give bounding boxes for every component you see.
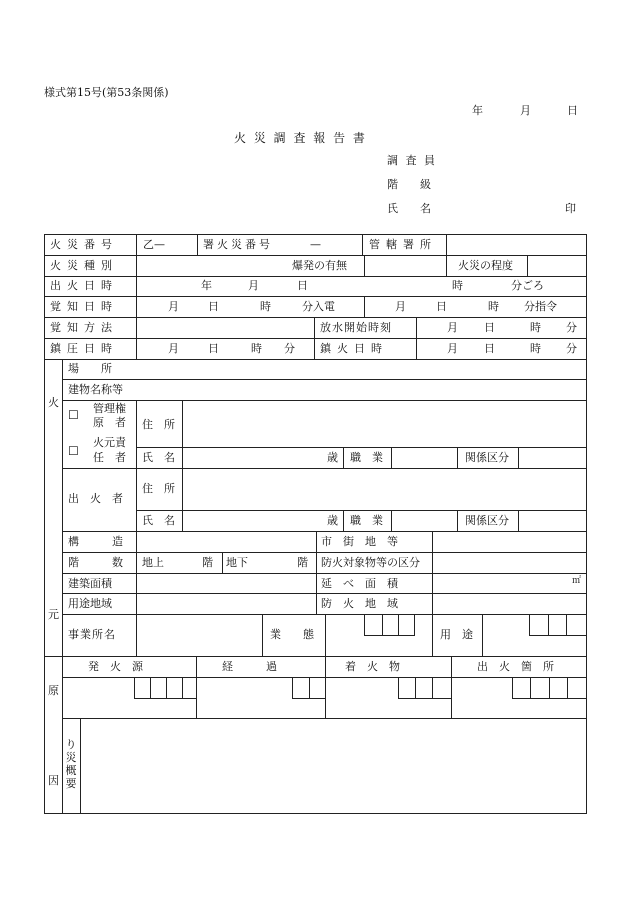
label-place: 場 所 bbox=[68, 362, 112, 375]
value-station-fire-number: — bbox=[310, 238, 321, 251]
label-suppression-time: 鎮圧日時 bbox=[50, 342, 118, 355]
label-address-1: 住 所 bbox=[142, 418, 175, 431]
order-hour: 時 bbox=[488, 300, 499, 313]
value-fire-number: 乙— bbox=[143, 238, 165, 251]
label-floor-unit-above: 階 bbox=[202, 556, 213, 569]
detect-hour: 時 bbox=[260, 300, 271, 313]
form-number: 様式第15号(第53条関係) bbox=[44, 86, 169, 99]
suppression-minute: 分 bbox=[284, 342, 295, 355]
label-floor-unit-below: 階 bbox=[297, 556, 308, 569]
detect-day: 日 bbox=[208, 300, 219, 313]
label-total-floor-area: 延 べ 面 積 bbox=[321, 577, 398, 590]
outbreak-minute: 分ごろ bbox=[511, 279, 544, 292]
rank-label: 階 級 bbox=[387, 178, 431, 191]
investigator-label: 調 査 員 bbox=[387, 154, 437, 167]
date-day: 日 bbox=[567, 104, 578, 117]
document-title: 火 災 調 査 報 告 書 bbox=[234, 131, 367, 145]
label-fire-starter: 出 火 者 bbox=[68, 492, 123, 505]
label-station-fire-number: 署火災番号 bbox=[203, 238, 273, 251]
label-manager-1: 管理権 bbox=[93, 402, 126, 415]
suppression-hour: 時 bbox=[251, 342, 262, 355]
label-fire-number: 火災番号 bbox=[50, 238, 118, 251]
label-process: 経 過 bbox=[222, 660, 277, 673]
label-building-area: 建築面積 bbox=[68, 577, 112, 590]
label-industry: 業 態 bbox=[270, 628, 314, 641]
detect-month: 月 bbox=[168, 300, 179, 313]
label-fire-responsible-2: 任 者 bbox=[93, 451, 126, 464]
label-structure: 構 造 bbox=[68, 535, 123, 548]
label-fire-zone: 防 火 地 域 bbox=[321, 597, 398, 610]
label-relation-1: 関係区分 bbox=[465, 451, 509, 464]
section-label-origin: 元 bbox=[48, 608, 59, 621]
extinguish-month: 月 bbox=[447, 342, 458, 355]
label-occupation-1: 職 業 bbox=[350, 451, 383, 464]
label-fire-location: 出 火 箇 所 bbox=[477, 660, 554, 673]
extinguish-minute: 分 bbox=[566, 342, 577, 355]
label-detection-method: 覚知方法 bbox=[50, 321, 118, 334]
label-ignited-material: 着 火 物 bbox=[345, 660, 400, 673]
order-minute: 分指令 bbox=[524, 300, 557, 313]
label-fire-type: 火災種別 bbox=[50, 259, 118, 272]
order-day: 日 bbox=[436, 300, 447, 313]
label-water-start: 放水開始時刻 bbox=[320, 321, 392, 334]
label-fire-responsible-1: 火元責 bbox=[93, 436, 126, 449]
label-fire-extent: 火災の程度 bbox=[458, 259, 513, 272]
manager-checkbox[interactable]: ☐ bbox=[68, 408, 79, 422]
name-label: 氏 名 bbox=[387, 202, 431, 215]
label-extinguish-time: 鎮火日時 bbox=[320, 342, 388, 355]
label-detection-time: 覚知日時 bbox=[50, 300, 118, 313]
label-outbreak-time: 出火日時 bbox=[50, 279, 118, 292]
label-jurisdiction: 管轄署所 bbox=[369, 238, 437, 251]
label-ignition-source: 発 火 源 bbox=[88, 660, 143, 673]
water-start-month: 月 bbox=[447, 321, 458, 334]
label-floors: 階 数 bbox=[68, 556, 123, 569]
label-name-1: 氏 名 bbox=[142, 451, 175, 464]
label-usage: 用 途 bbox=[440, 628, 473, 641]
date-month: 月 bbox=[520, 104, 531, 117]
water-start-day: 日 bbox=[484, 321, 495, 334]
section-label-cause-1: 原 bbox=[48, 684, 59, 697]
label-building-name: 建物名称等 bbox=[68, 383, 123, 396]
water-start-hour: 時 bbox=[530, 321, 541, 334]
label-use-zone: 用途地域 bbox=[68, 597, 112, 610]
detect-minute-call: 分入電 bbox=[302, 300, 335, 313]
label-name-2: 氏 名 bbox=[142, 514, 175, 527]
outbreak-year: 年 bbox=[201, 279, 212, 292]
label-age-2: 歳 bbox=[327, 514, 338, 527]
suppression-day: 日 bbox=[208, 342, 219, 355]
outbreak-hour: 時 bbox=[452, 279, 463, 292]
label-occupation-2: 職 業 bbox=[350, 514, 383, 527]
label-manager-2: 原 者 bbox=[93, 416, 126, 429]
label-explosion: 爆発の有無 bbox=[292, 259, 347, 272]
outbreak-day: 日 bbox=[297, 279, 308, 292]
water-start-minute: 分 bbox=[566, 321, 577, 334]
suppression-month: 月 bbox=[168, 342, 179, 355]
label-relation-2: 関係区分 bbox=[465, 514, 509, 527]
fire-responsible-checkbox[interactable]: ☐ bbox=[68, 444, 79, 458]
date-year: 年 bbox=[472, 104, 483, 117]
label-damage-summary: り災概要 bbox=[65, 738, 77, 790]
order-month: 月 bbox=[395, 300, 406, 313]
label-age-1: 歳 bbox=[327, 451, 338, 464]
outbreak-month: 月 bbox=[248, 279, 259, 292]
section-label-cause-2: 因 bbox=[48, 774, 59, 787]
extinguish-hour: 時 bbox=[530, 342, 541, 355]
label-address-2: 住 所 bbox=[142, 482, 175, 495]
label-city-zone: 市 街 地 等 bbox=[321, 535, 398, 548]
extinguish-day: 日 bbox=[484, 342, 495, 355]
seal-mark: 印 bbox=[565, 202, 576, 215]
label-fire-target-class: 防火対象物等の区分 bbox=[321, 556, 420, 569]
section-label-fire: 火 bbox=[48, 396, 59, 409]
label-square-meters: ㎡ bbox=[572, 576, 582, 586]
label-above-ground: 地上 bbox=[142, 556, 164, 569]
label-below-ground: 地下 bbox=[226, 556, 248, 569]
label-business-name: 事業所名 bbox=[68, 628, 116, 641]
